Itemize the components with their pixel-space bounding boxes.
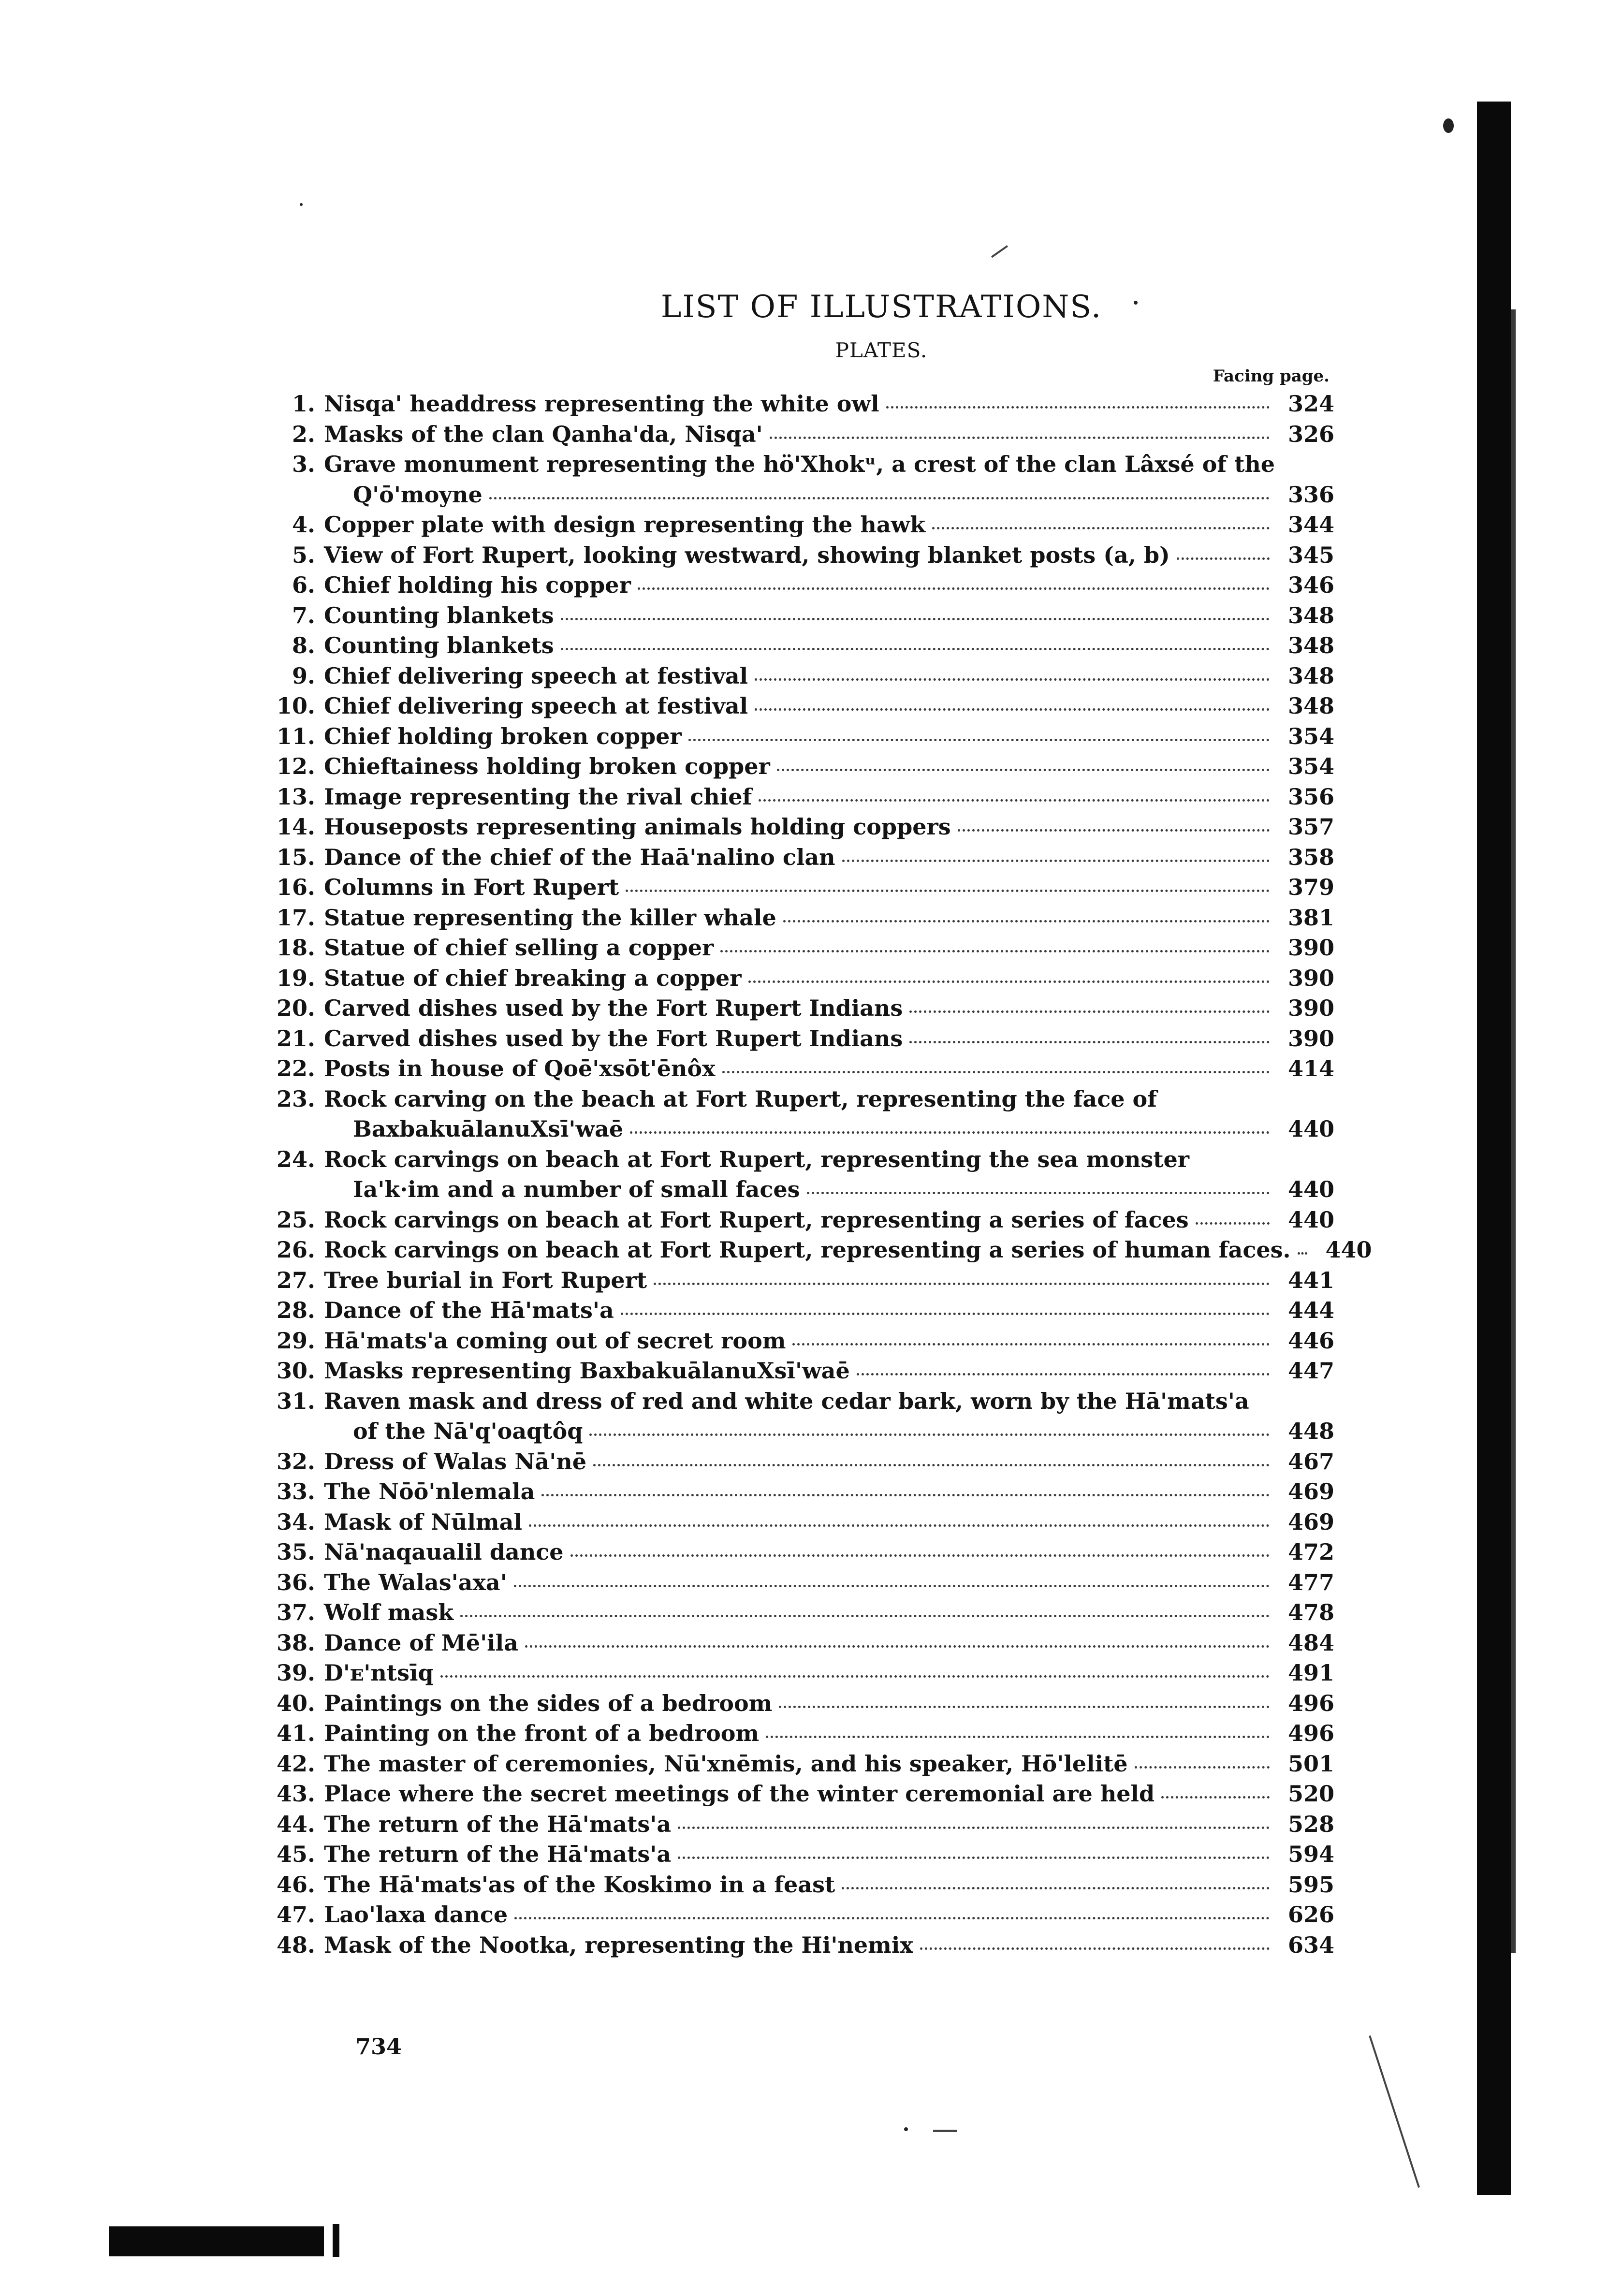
plate-caption: Chief delivering speech at festival bbox=[324, 693, 748, 719]
facing-page-number: 469 bbox=[1287, 1508, 1334, 1535]
scan-speck bbox=[300, 203, 303, 206]
dot-leader bbox=[525, 1645, 1270, 1648]
plate-caption: Masks representing BaxbakuālanuXsī'waē bbox=[324, 1358, 850, 1384]
list-item bbox=[271, 1086, 1334, 1116]
dot-leader bbox=[777, 769, 1270, 771]
dot-leader bbox=[722, 1071, 1270, 1073]
dot-leader bbox=[440, 1675, 1270, 1678]
dot-leader bbox=[1177, 557, 1270, 560]
list-item bbox=[271, 1297, 1334, 1328]
plate-caption: Masks of the clan Qanha'da, Nisqa' bbox=[324, 421, 763, 447]
plate-number: 44. bbox=[276, 1811, 315, 1837]
dot-leader bbox=[909, 1041, 1270, 1043]
scan-speck bbox=[904, 2127, 908, 2131]
section-subtitle: PLATES. bbox=[835, 338, 928, 362]
list-item bbox=[271, 1599, 1334, 1630]
column-heading-facing-page: Facing page. bbox=[1213, 366, 1330, 386]
plate-caption: Grave monument representing the hö'Xhokᵘ, a crest of the clan Lâxsé of the bbox=[324, 451, 1275, 477]
list-item bbox=[271, 844, 1334, 875]
facing-page-number: 358 bbox=[1287, 844, 1334, 870]
facing-page-number: 446 bbox=[1287, 1327, 1334, 1354]
dot-leader bbox=[842, 1887, 1270, 1889]
plate-caption: Rock carvings on beach at Fort Rupert, representing the sea monster bbox=[324, 1146, 1189, 1172]
list-item bbox=[271, 1781, 1334, 1811]
list-item bbox=[271, 814, 1334, 844]
dot-leader bbox=[688, 739, 1270, 741]
plate-caption: Dance of the chief of the Haā'nalino clan bbox=[324, 844, 835, 870]
plate-caption: Carved dishes used by the Fort Rupert Indians bbox=[324, 995, 903, 1021]
plate-number: 10. bbox=[276, 693, 315, 719]
list-item bbox=[271, 1509, 1334, 1539]
plate-caption: Chief holding broken copper bbox=[324, 723, 682, 749]
dot-leader bbox=[529, 1524, 1270, 1527]
facing-page-number: 390 bbox=[1287, 935, 1334, 961]
facing-page-number: 440 bbox=[1325, 1237, 1372, 1263]
plate-number: 21. bbox=[276, 1025, 315, 1052]
list-item bbox=[271, 482, 1334, 512]
facing-page-number: 595 bbox=[1287, 1871, 1334, 1898]
facing-page-number: 344 bbox=[1287, 512, 1334, 538]
plate-number: 8. bbox=[292, 632, 315, 658]
dot-leader bbox=[783, 920, 1270, 922]
plate-caption: The return of the Hā'mats'a bbox=[324, 1841, 672, 1867]
list-item bbox=[271, 693, 1334, 723]
plate-number: 33. bbox=[276, 1478, 315, 1505]
facing-page-number: 346 bbox=[1287, 572, 1334, 598]
dot-leader bbox=[460, 1615, 1270, 1617]
facing-page-number: 477 bbox=[1287, 1569, 1334, 1595]
plate-number: 6. bbox=[292, 572, 315, 598]
dot-leader bbox=[755, 708, 1270, 711]
list-item bbox=[271, 1358, 1334, 1388]
plate-caption: Dance of Mē'ila bbox=[324, 1629, 518, 1656]
dot-leader bbox=[920, 1947, 1270, 1950]
list-item bbox=[271, 723, 1334, 754]
list-item bbox=[271, 1660, 1334, 1690]
dot-leader bbox=[1298, 1252, 1307, 1255]
plate-number: 48. bbox=[276, 1931, 315, 1958]
facing-page-number: 478 bbox=[1287, 1599, 1334, 1625]
facing-page-number: 345 bbox=[1287, 541, 1334, 568]
facing-page-number: 381 bbox=[1287, 904, 1334, 931]
plate-number: 1. bbox=[292, 391, 315, 417]
facing-page-number: 447 bbox=[1287, 1358, 1334, 1384]
list-item bbox=[271, 1055, 1334, 1086]
plate-caption: Copper plate with design representing the hawk bbox=[324, 512, 926, 538]
scan-bottom-tick bbox=[333, 2224, 339, 2257]
list-item bbox=[271, 1539, 1334, 1569]
dot-leader bbox=[541, 1494, 1270, 1496]
plate-caption: Carved dishes used by the Fort Rupert Indians bbox=[324, 1025, 903, 1052]
plate-caption: Painting on the front of a bedroom bbox=[324, 1720, 760, 1746]
plate-caption: Counting blankets bbox=[324, 602, 554, 629]
dot-leader bbox=[958, 829, 1270, 832]
plate-number: 43. bbox=[276, 1781, 315, 1807]
plate-caption: Chieftainess holding broken copper bbox=[324, 753, 770, 779]
list-item bbox=[271, 1811, 1334, 1842]
plate-number: 31. bbox=[276, 1388, 315, 1414]
list-item bbox=[271, 905, 1334, 935]
plate-caption: Tree burial in Fort Rupert bbox=[324, 1267, 647, 1293]
plate-number: 22. bbox=[276, 1055, 315, 1082]
list-item bbox=[271, 1932, 1334, 1962]
dot-leader bbox=[561, 648, 1270, 650]
list-item bbox=[271, 874, 1334, 905]
list-item bbox=[271, 1478, 1334, 1509]
facing-page-number: 484 bbox=[1287, 1629, 1334, 1656]
dot-leader bbox=[779, 1706, 1270, 1708]
plate-caption: Chief holding his copper bbox=[324, 572, 631, 598]
plate-number: 40. bbox=[276, 1690, 315, 1716]
facing-page-number: 472 bbox=[1287, 1539, 1334, 1565]
facing-page-number: 348 bbox=[1287, 693, 1334, 719]
plate-caption: Paintings on the sides of a bedroom bbox=[324, 1690, 773, 1716]
dot-leader bbox=[720, 950, 1270, 952]
facing-page-number: 441 bbox=[1287, 1267, 1334, 1293]
dot-leader bbox=[748, 980, 1270, 983]
facing-page-number: 440 bbox=[1287, 1176, 1334, 1202]
plate-number: 45. bbox=[276, 1841, 315, 1867]
plate-caption: Columns in Fort Rupert bbox=[324, 874, 619, 900]
list-item bbox=[271, 1237, 1372, 1267]
facing-page-number: 491 bbox=[1287, 1660, 1334, 1686]
plate-caption: Raven mask and dress of red and white cedar bark, worn by the Hā'mats'a bbox=[324, 1388, 1249, 1414]
list-item bbox=[271, 1720, 1334, 1751]
facing-page-number: 356 bbox=[1287, 783, 1334, 810]
list-item bbox=[271, 753, 1334, 784]
dot-leader bbox=[909, 1010, 1270, 1013]
facing-page-number: 520 bbox=[1287, 1781, 1334, 1807]
scan-stroke bbox=[991, 245, 1008, 258]
plate-caption: Statue representing the killer whale bbox=[324, 904, 776, 931]
plate-number: 7. bbox=[292, 602, 315, 629]
plate-caption: Counting blankets bbox=[324, 632, 554, 658]
facing-page-number: 496 bbox=[1287, 1720, 1334, 1746]
facing-page-number: 501 bbox=[1287, 1750, 1334, 1777]
facing-page-number: 390 bbox=[1287, 995, 1334, 1021]
facing-page-number: 440 bbox=[1287, 1206, 1334, 1233]
facing-page-number: 336 bbox=[1287, 481, 1334, 508]
dot-leader bbox=[570, 1554, 1270, 1557]
list-item bbox=[271, 391, 1334, 421]
facing-page-number: 634 bbox=[1287, 1931, 1334, 1958]
plate-caption: Place where the secret meetings of the winter ceremonial are held bbox=[324, 1781, 1155, 1807]
plate-caption: Dress of Walas Nā'nē bbox=[324, 1448, 586, 1475]
plate-number: 17. bbox=[276, 904, 315, 931]
facing-page-number: 594 bbox=[1287, 1841, 1334, 1867]
facing-page-number: 448 bbox=[1287, 1418, 1334, 1444]
dot-leader bbox=[1161, 1796, 1270, 1799]
plate-caption: Nisqa' headdress representing the white owl bbox=[324, 391, 879, 417]
plate-caption: Statue of chief selling a copper bbox=[324, 935, 714, 961]
list-item bbox=[271, 572, 1334, 602]
plate-caption: Houseposts representing animals holding coppers bbox=[324, 814, 951, 840]
plate-caption: Ia'k·im and a number of small faces bbox=[353, 1176, 800, 1202]
facing-page-number: 324 bbox=[1287, 391, 1334, 417]
plate-number: 27. bbox=[276, 1267, 315, 1293]
plate-caption: The Walas'axa' bbox=[324, 1569, 507, 1595]
dot-leader bbox=[770, 437, 1270, 439]
plate-number: 32. bbox=[276, 1448, 315, 1475]
dot-leader bbox=[807, 1192, 1270, 1194]
plate-caption: Rock carvings on beach at Fort Rupert, representing a series of human faces. bbox=[324, 1237, 1291, 1263]
plate-number: 16. bbox=[276, 874, 315, 900]
dot-leader bbox=[489, 497, 1270, 499]
list-item bbox=[271, 1569, 1334, 1600]
plate-caption: Q'ō'moyne bbox=[353, 481, 482, 508]
plate-number: 28. bbox=[276, 1297, 315, 1323]
scan-speck bbox=[1443, 118, 1454, 133]
scan-edge-shadow-inner bbox=[1511, 309, 1516, 1953]
list-item bbox=[271, 1207, 1334, 1237]
list-item bbox=[271, 1025, 1334, 1056]
plate-caption: Image representing the rival chief bbox=[324, 783, 752, 810]
page-title: LIST OF ILLUSTRATIONS. bbox=[660, 289, 1102, 325]
list-item bbox=[271, 512, 1334, 542]
list-item bbox=[271, 1267, 1334, 1298]
plate-number: 2. bbox=[292, 421, 315, 447]
dot-leader bbox=[593, 1464, 1270, 1466]
plate-number: 25. bbox=[276, 1206, 315, 1233]
plate-number: 15. bbox=[276, 844, 315, 870]
plate-number: 39. bbox=[276, 1660, 315, 1686]
plate-caption: Mask of Nūlmal bbox=[324, 1508, 522, 1535]
facing-page-number: 348 bbox=[1287, 662, 1334, 689]
plate-number: 11. bbox=[276, 723, 315, 749]
facing-page-number: 528 bbox=[1287, 1811, 1334, 1837]
plate-number: 20. bbox=[276, 995, 315, 1021]
plate-number: 46. bbox=[276, 1871, 315, 1898]
plate-number: 5. bbox=[292, 541, 315, 568]
list-item bbox=[271, 632, 1334, 663]
page-number: 734 bbox=[355, 2033, 402, 2060]
dot-leader bbox=[678, 1857, 1270, 1859]
plate-number: 34. bbox=[276, 1508, 315, 1535]
dot-leader bbox=[514, 1585, 1270, 1587]
list-item bbox=[271, 1901, 1334, 1932]
dot-leader bbox=[755, 678, 1270, 681]
list-item bbox=[271, 1751, 1334, 1781]
plate-caption: Chief delivering speech at festival bbox=[324, 662, 748, 689]
plate-number: 29. bbox=[276, 1327, 315, 1354]
dot-leader bbox=[630, 1131, 1270, 1134]
plate-caption: BaxbakuālanuXsī'waē bbox=[353, 1116, 624, 1142]
plate-number: 24. bbox=[276, 1146, 315, 1172]
scan-bottom-bar bbox=[109, 2226, 324, 2256]
facing-page-number: 467 bbox=[1287, 1448, 1334, 1475]
plate-number: 42. bbox=[276, 1750, 315, 1777]
dot-leader bbox=[1196, 1222, 1270, 1225]
facing-page-number: 348 bbox=[1287, 632, 1334, 658]
plate-number: 26. bbox=[276, 1237, 315, 1263]
list-item bbox=[271, 602, 1334, 633]
plate-caption: Rock carving on the beach at Fort Rupert, representing the face of bbox=[324, 1085, 1157, 1112]
plate-number: 19. bbox=[276, 965, 315, 991]
plate-caption: Nā'naqaualil dance bbox=[324, 1539, 564, 1565]
scan-stroke bbox=[1369, 2035, 1420, 2188]
list-item bbox=[271, 995, 1334, 1025]
scan-edge-shadow bbox=[1477, 102, 1511, 2195]
facing-page-number: 390 bbox=[1287, 965, 1334, 991]
plate-caption: The master of ceremonies, Nū'xnēmis, and his speaker, Hō'lelitē bbox=[324, 1750, 1128, 1777]
facing-page-number: 354 bbox=[1287, 753, 1334, 779]
plate-caption: D'ᴇ'ntsīq bbox=[324, 1660, 434, 1686]
dot-leader bbox=[886, 406, 1270, 409]
dot-leader bbox=[932, 527, 1270, 529]
dot-leader bbox=[678, 1827, 1270, 1829]
plate-caption: View of Fort Rupert, looking westward, showing blanket posts (a, b) bbox=[324, 541, 1170, 568]
plate-caption: of the Nā'q'oaqtôq bbox=[353, 1418, 583, 1444]
plate-caption: Mask of the Nootka, representing the Hi'nemix bbox=[324, 1931, 913, 1958]
list-item bbox=[271, 1448, 1334, 1479]
plate-number: 3. bbox=[292, 451, 315, 477]
scan-stroke bbox=[933, 2130, 957, 2132]
dot-leader bbox=[621, 1313, 1270, 1315]
list-item bbox=[271, 1630, 1334, 1660]
list-item bbox=[271, 421, 1334, 452]
facing-page-number: 626 bbox=[1287, 1901, 1334, 1928]
list-item bbox=[271, 1176, 1334, 1207]
dot-leader bbox=[638, 587, 1270, 590]
facing-page-number: 326 bbox=[1287, 421, 1334, 447]
dot-leader bbox=[792, 1343, 1270, 1345]
list-item bbox=[271, 965, 1334, 995]
list-item bbox=[271, 1116, 1334, 1146]
dot-leader bbox=[759, 799, 1270, 802]
list-item bbox=[271, 784, 1334, 814]
plate-caption: Posts in house of Qoē'xsōt'ēnôx bbox=[324, 1055, 716, 1082]
list-item bbox=[271, 451, 1334, 482]
list-item bbox=[271, 1418, 1334, 1448]
plate-number: 41. bbox=[276, 1720, 315, 1746]
dot-leader bbox=[654, 1283, 1270, 1285]
plate-caption: The Nōō'nlemala bbox=[324, 1478, 535, 1505]
plate-caption: Dance of the Hā'mats'a bbox=[324, 1297, 614, 1323]
dot-leader bbox=[514, 1917, 1270, 1919]
plate-number: 12. bbox=[276, 753, 315, 779]
plate-number: 9. bbox=[292, 662, 315, 689]
dot-leader bbox=[626, 890, 1270, 892]
facing-page-number: 496 bbox=[1287, 1690, 1334, 1716]
list-item bbox=[271, 542, 1334, 572]
facing-page-number: 354 bbox=[1287, 723, 1334, 749]
facing-page-number: 379 bbox=[1287, 874, 1334, 900]
plate-caption: Hā'mats'a coming out of secret room bbox=[324, 1327, 786, 1354]
list-item bbox=[271, 1872, 1334, 1902]
facing-page-number: 469 bbox=[1287, 1478, 1334, 1505]
plate-number: 37. bbox=[276, 1599, 315, 1625]
plate-number: 47. bbox=[276, 1901, 315, 1928]
plate-caption: The Hā'mats'as of the Koskimo in a feast bbox=[324, 1871, 835, 1898]
plate-caption: Statue of chief breaking a copper bbox=[324, 965, 742, 991]
dot-leader bbox=[561, 618, 1270, 620]
list-item bbox=[271, 1388, 1334, 1419]
plate-number: 30. bbox=[276, 1358, 315, 1384]
plate-list bbox=[271, 391, 1372, 1962]
facing-page-number: 444 bbox=[1287, 1297, 1334, 1323]
dot-leader bbox=[1135, 1766, 1270, 1769]
list-item bbox=[271, 1146, 1334, 1177]
facing-page-number: 348 bbox=[1287, 602, 1334, 629]
plate-number: 14. bbox=[276, 814, 315, 840]
plate-number: 23. bbox=[276, 1085, 315, 1112]
facing-page-number: 390 bbox=[1287, 1025, 1334, 1052]
facing-page-number: 357 bbox=[1287, 814, 1334, 840]
facing-page-number: 440 bbox=[1287, 1116, 1334, 1142]
plate-number: 4. bbox=[292, 512, 315, 538]
plate-caption: The return of the Hā'mats'a bbox=[324, 1811, 672, 1837]
dot-leader bbox=[857, 1373, 1270, 1375]
dot-leader bbox=[766, 1736, 1270, 1738]
list-item bbox=[271, 1328, 1334, 1358]
list-item bbox=[271, 1690, 1334, 1721]
list-item bbox=[271, 935, 1334, 965]
dot-leader bbox=[589, 1433, 1270, 1436]
list-item bbox=[271, 1841, 1334, 1872]
dot-leader bbox=[842, 860, 1270, 862]
plate-number: 18. bbox=[276, 935, 315, 961]
plate-number: 36. bbox=[276, 1569, 315, 1595]
plate-caption: Wolf mask bbox=[324, 1599, 454, 1625]
plate-number: 35. bbox=[276, 1539, 315, 1565]
list-item bbox=[271, 663, 1334, 693]
plate-number: 38. bbox=[276, 1629, 315, 1656]
plate-caption: Lao'laxa dance bbox=[324, 1901, 508, 1928]
plate-number: 13. bbox=[276, 783, 315, 810]
plate-caption: Rock carvings on beach at Fort Rupert, representing a series of faces bbox=[324, 1206, 1189, 1233]
facing-page-number: 414 bbox=[1287, 1055, 1334, 1082]
